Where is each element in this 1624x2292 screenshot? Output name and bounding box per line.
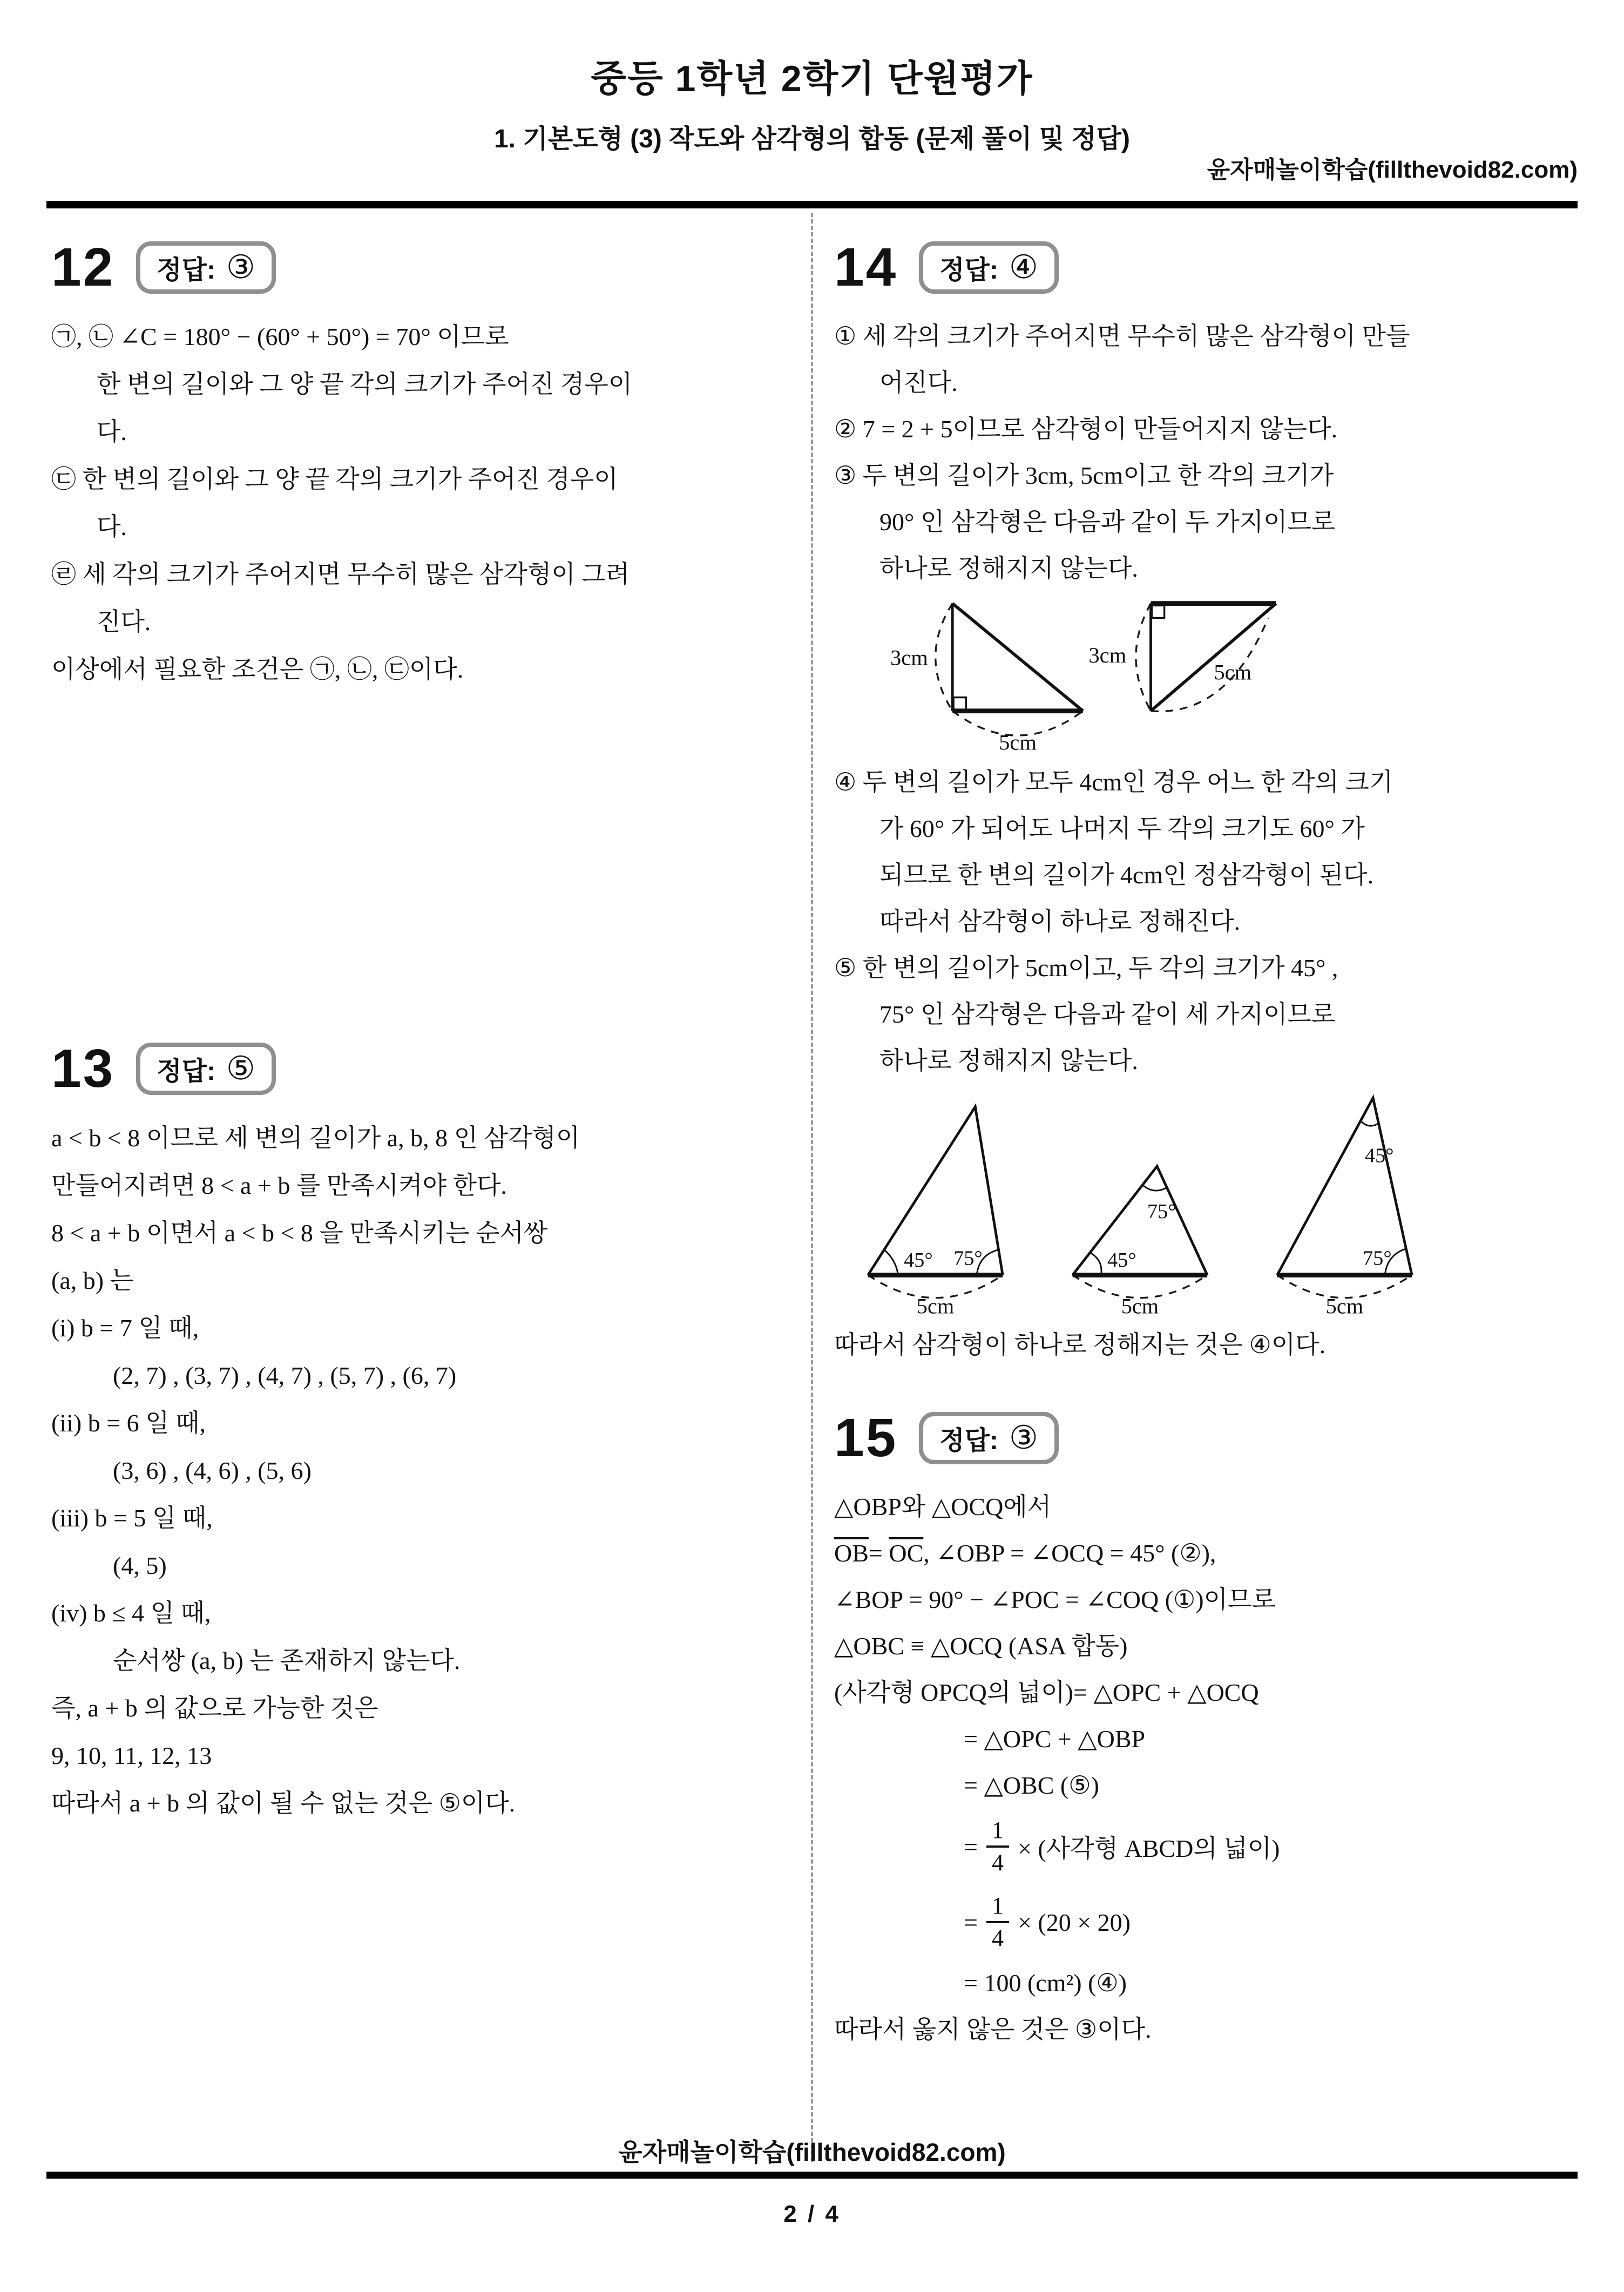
solution-line: 따라서 삼각형이 하나로 정해진다. <box>879 908 1241 935</box>
triangle-2 <box>1073 1166 1207 1318</box>
solution-line: ③ 두 변의 길이가 3cm, 5cm이고 한 각의 크기가 <box>834 462 1334 489</box>
solution-line: ㉢ 한 변의 길이와 그 양 끝 각의 크기가 주어진 경우이 <box>51 465 618 493</box>
solution-line: ⑤ 한 변의 길이가 5cm이고, 두 각의 크기가 45° , <box>834 954 1338 982</box>
solution-line: 만들어지려면 8 < a + b 를 만족시켜야 한다. <box>51 1172 507 1199</box>
answer-label: 정답: <box>939 255 998 285</box>
problem-12-header <box>51 227 807 308</box>
solution-line: (4, 5) <box>113 1552 167 1579</box>
solution-text: × (사각형 ABCD의 넓이) <box>1017 1835 1280 1862</box>
solution-line: (2, 7) , (3, 7) , (4, 7) , (5, 7) , (6, 7) <box>113 1362 457 1389</box>
segment-overline: $\overline{OC}$ <box>889 1539 924 1567</box>
answer-label: 정답: <box>157 1057 215 1086</box>
solution-line: (i) b = 7 일 때, <box>51 1314 199 1342</box>
segment-overline: $\overline{OB}$ <box>834 1539 869 1567</box>
site-name-footer: 윤자매놀이학습(fillthevoid82.com) <box>618 2138 1006 2166</box>
right-column <box>834 227 1590 2053</box>
solution-line: 다. <box>97 513 127 540</box>
right-triangle-right <box>1088 604 1276 712</box>
solution-line: 따라서 a + b 의 값이 될 수 없는 것은 ⑤이다. <box>51 1789 516 1817</box>
problem-number: 15 <box>834 1407 898 1468</box>
solution-line: ② 7 = 2 + 5이므로 삼각형이 만들어지지 않는다. <box>834 415 1338 443</box>
fraction-one-quarter <box>986 1815 1009 1878</box>
solution-text: × (20 × 20) <box>1017 1908 1131 1936</box>
answer-box <box>919 241 1059 294</box>
column-divider <box>811 213 813 2162</box>
equals-sign: = <box>868 1539 889 1567</box>
solution-line: (3, 6) , (4, 6) , (5, 6) <box>113 1457 312 1484</box>
answer-value: ⑤ <box>226 1050 255 1087</box>
angle-label: 45° <box>903 1249 933 1272</box>
solution-line: 하나로 정해지지 않는다. <box>879 1047 1138 1074</box>
angle-arc <box>884 1250 898 1275</box>
answer-label: 정답: <box>157 255 215 285</box>
angle-arc <box>1361 1121 1379 1126</box>
fraction-one-quarter <box>986 1891 1009 1953</box>
side-length-label: 5cm <box>1214 660 1252 685</box>
solution-line: △OBP와 △OCQ에서 <box>834 1493 1052 1520</box>
fraction-numerator: 1 <box>991 1892 1004 1919</box>
triangle-3 <box>1277 1098 1412 1318</box>
solution-line: 이상에서 필요한 조건은 ㉠, ㉡, ㉢이다. <box>51 655 464 683</box>
right-angle-mark <box>1152 605 1164 618</box>
side-length-label: 5cm <box>1121 1294 1159 1319</box>
angle-label: 75° <box>1362 1247 1392 1270</box>
solution-line: △OBC ≡ △OCQ (ASA 합동) <box>834 1632 1128 1660</box>
right-angle-mark <box>953 698 966 710</box>
figure-two-right-triangles <box>861 597 1300 754</box>
solution-line: 90° 인 삼각형은 다음과 같이 두 가지이므로 <box>879 508 1336 536</box>
solution-line: 따라서 옳지 않은 것은 ③이다. <box>834 2016 1152 2043</box>
solution-line: = △OBC (⑤) <box>964 1772 1099 1799</box>
angle-arc <box>1142 1185 1167 1191</box>
solution-line: ① 세 각의 크기가 주어지면 무수히 많은 삼각형이 만들 <box>834 322 1410 350</box>
solution-line: ④ 두 변의 길이가 모두 4cm인 경우 어느 한 각의 크기 <box>834 768 1393 796</box>
fraction-denominator: 4 <box>986 1845 1009 1878</box>
solution-line: 하나로 정해지지 않는다. <box>879 555 1138 582</box>
solution-line: (ii) b = 6 일 때, <box>51 1409 206 1437</box>
answer-box <box>136 1043 276 1095</box>
triangle-sides <box>1073 1166 1207 1275</box>
solution-line: a < b < 8 이므로 세 변의 길이가 a, b, 8 인 삼각형이 <box>51 1124 580 1152</box>
solution-line: (iii) b = 5 일 때, <box>51 1504 213 1532</box>
angle-arc <box>1090 1253 1101 1275</box>
problem-15-header <box>834 1397 1590 1478</box>
answer-value: ③ <box>1009 1419 1038 1457</box>
footer-rule <box>46 2172 1578 2179</box>
figure-three-triangles <box>840 1088 1477 1322</box>
exam-title: 중등 1학년 2학기 단원평가 <box>591 58 1033 99</box>
side-length-label: 3cm <box>890 645 928 670</box>
solution-line: ㉠, ㉡ ∠C = 180° − (60° + 50°) = 70° 이므로 <box>51 323 509 350</box>
answer-value: ③ <box>226 248 255 286</box>
solution-line: 8 < a + b 이면서 a < b < 8 을 만족시키는 순서쌍 <box>51 1219 548 1247</box>
equals-sign: = <box>964 1833 978 1861</box>
solution-line: 75° 인 삼각형은 다음과 같이 세 가지이므로 <box>879 1000 1336 1028</box>
solution-line: 다. <box>97 418 127 445</box>
problem-number: 12 <box>51 236 115 298</box>
problem-number: 14 <box>834 236 898 298</box>
equals-sign: = <box>964 1908 978 1936</box>
solution-line: 어진다. <box>879 369 958 396</box>
answer-value: ④ <box>1009 248 1038 286</box>
triangle-sides <box>1277 1098 1412 1275</box>
problem-number: 13 <box>51 1038 115 1099</box>
page-number: 2 / 4 <box>783 2201 841 2227</box>
side-length-label: 3cm <box>1088 643 1127 667</box>
solution-line: 순서쌍 (a, b) 는 존재하지 않는다. <box>113 1647 461 1674</box>
side-length-label: 5cm <box>916 1294 955 1319</box>
exam-subtitle: 1. 기본도형 (3) 작도와 삼각형의 합동 (문제 풀이 및 정답) <box>493 125 1131 153</box>
right-triangle-left <box>890 604 1083 754</box>
solution-line: (사각형 OPCQ의 넓이)= △OPC + △OCQ <box>834 1679 1259 1706</box>
problem-14-header <box>834 227 1590 308</box>
fraction-numerator: 1 <box>991 1817 1004 1843</box>
solution-line: 되므로 한 변의 길이가 4cm인 정삼각형이 된다. <box>879 861 1374 889</box>
solution-line: 즉, a + b 의 값으로 가능한 것은 <box>51 1694 378 1722</box>
solution-line <box>834 1530 1590 1577</box>
solution-line: = 100 (cm²) (④) <box>964 1969 1127 1997</box>
solution-line: 진다. <box>97 608 151 635</box>
compass-arc <box>1136 604 1151 711</box>
left-column <box>51 227 807 1827</box>
triangle-side <box>952 604 1083 711</box>
side-length-label: 5cm <box>1325 1294 1364 1319</box>
solution-line: 따라서 삼각형이 하나로 정해지는 것은 ④이다. <box>834 1331 1326 1358</box>
header-rule <box>46 201 1578 208</box>
triangle-1 <box>868 1107 1003 1319</box>
answer-box <box>919 1412 1059 1464</box>
angle-label: 45° <box>1107 1249 1136 1272</box>
problem-13-header <box>51 1028 807 1109</box>
solution-line: (a, b) 는 <box>51 1267 134 1294</box>
angle-label: 75° <box>953 1247 983 1270</box>
solution-line: ∠BOP = 90° − ∠POC = ∠COQ (①)이므로 <box>834 1586 1276 1613</box>
compass-arc <box>936 604 952 711</box>
solution-line: 9, 10, 11, 12, 13 <box>51 1742 212 1769</box>
solution-line-fraction <box>834 1884 1590 1960</box>
angle-label: 45° <box>1364 1144 1394 1167</box>
fraction-denominator: 4 <box>986 1921 1009 1953</box>
site-name-header: 윤자매놀이학습(fillthevoid82.com) <box>1207 157 1578 183</box>
angle-label: 75° <box>1147 1200 1176 1223</box>
solution-line-fraction <box>834 1809 1590 1884</box>
answer-label: 정답: <box>939 1426 998 1455</box>
solution-line: ㉣ 세 각의 크기가 주어지면 무수히 많은 삼각형이 그려 <box>51 560 630 588</box>
side-length-label: 5cm <box>999 730 1037 754</box>
answer-box <box>136 241 276 294</box>
solution-line: (iv) b ≤ 4 일 때, <box>51 1599 211 1627</box>
solution-text: , ∠OBP = ∠OCQ = 45° (②), <box>923 1539 1216 1567</box>
solution-line: 한 변의 길이와 그 양 끝 각의 크기가 주어진 경우이 <box>97 370 633 398</box>
solution-line: = △OPC + △OBP <box>964 1725 1146 1753</box>
solution-line: 가 60° 가 되어도 나머지 두 각의 크기도 60° 가 <box>879 815 1365 842</box>
